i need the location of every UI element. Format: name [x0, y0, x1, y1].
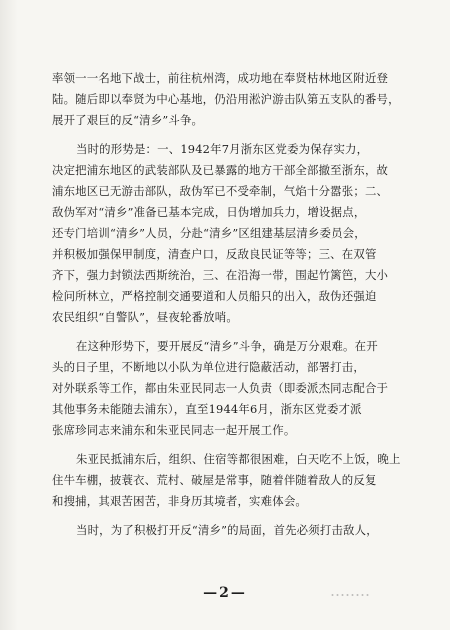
text-line: 并积极加强保甲制度，清查户口，反敌良民证等等；三、在双管	[52, 247, 377, 261]
document-body	[52, 68, 424, 549]
page-number: —2—	[203, 585, 247, 601]
page-edge-shadow	[0, 0, 18, 630]
text-line: 敌伪军对“清乡”准备已基本完成，日伪增加兵力，增设据点，	[52, 205, 366, 219]
paragraph	[52, 336, 424, 441]
text-line: 当时的形势是：一、1942年7月浙东区党委为保存实力，	[76, 142, 369, 156]
paragraph	[52, 449, 424, 512]
text-line: 浦东地区已无游击部队，敌伪军已不受牵制，气焰十分嚣张；二、	[52, 184, 389, 198]
text-line: 朱亚民抵浦东后，组织、住宿等都很困难，白天吃不上饭，晚上	[76, 452, 401, 466]
text-line: 还专门培训“清乡”人员，分赴“清乡”区组建基层清乡委员会，	[52, 226, 366, 240]
text-line: 展开了艰巨的反“清乡”斗争。	[52, 113, 204, 127]
text-line: 决定把浦东地区的武装部队及已暴露的地方干部全部撤至浙东，故	[52, 163, 389, 177]
text-line: 张席珍同志来浦东和朱亚民同志一起开展工作。	[52, 423, 296, 437]
text-line: 和搜捕，其艰苦困苦，非身历其境者，实难体会。	[52, 494, 307, 508]
text-line: 在这种形势下，要开展反“清乡”斗争，确是万分艰难。在开	[76, 339, 378, 353]
text-line: 齐下，强力封锁法西斯统治，三、在沿海一带，围起竹篱笆，大小	[52, 268, 389, 282]
paragraph	[52, 139, 424, 328]
text-line: 检问所林立，严格控制交通要道和人员船只的出入，敌伪还强迫	[52, 289, 377, 303]
text-line: 头的日子里，不断地以小队为单位进行隐蔽活动，部署打击，	[52, 360, 365, 374]
scan-specks	[330, 592, 370, 598]
text-line: 对外联系等工作，都由朱亚民同志一人负责（即委派杰同志配合于	[52, 381, 389, 395]
paragraph	[52, 68, 424, 131]
text-line: 其他事务未能随去浦东），直至1944年6月，浙东区党委才派	[52, 402, 362, 416]
text-line: 当时，为了积极打开反“清乡”的局面，首先必须打击敌人，	[76, 523, 378, 537]
text-line: 农民组织“自警队”，昼夜轮番放哨。	[52, 310, 238, 324]
text-line: 陆。随后即以奉贤为中心基地，仍沿用淞沪游击队第五支队的番号，	[52, 92, 400, 106]
text-line: 住牛车棚，披蓑衣、荒村、破屋是常事，随着伴随着敌人的反复	[52, 473, 377, 487]
text-line: 率领一一名地下战士，前往杭州湾，成功地在奉贤枯林地区附近登	[52, 71, 389, 85]
paragraph	[52, 520, 424, 541]
